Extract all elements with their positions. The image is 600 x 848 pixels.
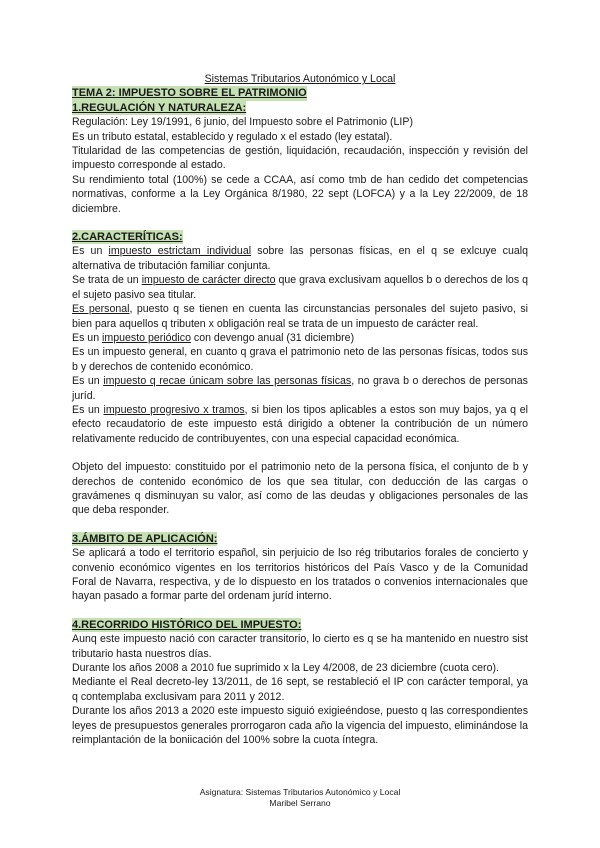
characteristic-1: Es un impuesto estrictam individual sobre las personas físicas, en el q se exlcuye cualq alternativa de tributación familiar conjunta. <box>72 245 528 272</box>
section-4-heading: 4.RECORRIDO HISTÓRICO DEL IMPUESTO: <box>72 618 302 631</box>
paragraph: Es un tributo estatal, establecido y regulado x el estado (ley estatal). <box>72 130 393 143</box>
paragraph: Regulación: Ley 19/1991, 6 junio, del Impuesto sobre el Patrimonio (LIP) <box>72 116 413 129</box>
paragraph: Durante los años 2013 a 2020 este impuesto siguió exigieéndose, puesto q las correspondientes leyes de presupuestos generales prorrogaron cada año la vigencia del impuesto, eliminándose la reimplantación de la boniicación del 100% sobre la cuota íntegra. <box>72 705 528 747</box>
paragraph: Su rendimiento total (100%) se cede a CCAA, así como tmb de han cedido det competencias normativas, conforme a la Ley Orgánica 8/1980, 22 sept (LOFCA) y a la Ley 22/2009, de 18 diciembre. <box>72 173 528 215</box>
paragraph: Durante los años 2008 a 2010 fue suprimido x la Ley 4/2008, de 23 diciembre (cuota cero). <box>72 662 499 675</box>
characteristic-4: Es un impuesto periódico con devengo anual (31 diciembre) <box>72 331 355 344</box>
characteristic-3: Es personal, puesto q se tienen en cuenta las circunstancias personales del sujeto pasivo, si bien para aquellos q tributen x obligación real se trata de un impuesto de carácter real. <box>72 303 528 330</box>
tax-object-paragraph: Objeto del impuesto: constituido por el patrimonio neto de la persona física, el conjunto de b y derechos de contenido económico de los que sea titular, con deducción de las cargas o gravámenes q disminuyan su valor, así como de las deudas y obligaciones personales de las que deba responder. <box>72 461 528 517</box>
paragraph: Mediante el Real decreto-ley 13/2011, de 16 sept, se restableció el IP con carácter temporal, ya q contemplaba exclusivam para 2011 y 2012. <box>72 676 528 703</box>
paragraph: Titularidad de las competencias de gestión, liquidación, recaudación, inspección y revisión del impuesto corresponde al estado. <box>72 145 528 172</box>
paragraph: Aunq este impuesto nació con caracter transitorio, lo cierto es q se ha mantenido en nuestro sist tributario hasta nuestros días. <box>72 633 528 660</box>
paragraph: Se aplicará a todo el territorio español, sin perjuicio de lso rég tributarios forales de concierto y convenio económico vigentes en los territorios históricos del País Vasco y de la Comunidad Foral de Navarra, respectiva, y de lo dispuesto en los tratados o convenios internacionales que hayan pasado a formar parte del ordenam juríd interno. <box>72 547 528 603</box>
characteristic-7: Es un impuesto progresivo x tramos, si bien los tipos aplicables a estos son muy bajos, ya q el efecto recaudatorio de este impuesto está dirigido a obtener la contribución de un número relativamente reducido de contribuyentes, con una especial capacidad económica. <box>72 403 528 445</box>
footer-author: Maribel Serrano <box>269 798 331 808</box>
characteristic-6: Es un impuesto q recae únicam sobre las personas físicas, no grava b o derechos de personas juríd. <box>72 375 528 402</box>
section-1-heading: 1.REGULACIÓN Y NATURALEZA: <box>72 101 247 114</box>
topic-title: TEMA 2: IMPUESTO SOBRE EL PATRIMONIO <box>72 87 307 100</box>
characteristic-5: Es un impuesto general, en cuanto q grava el patrimonio neto de las personas físicas, todos sus b y derechos de contenido económico. <box>72 346 528 373</box>
section-2-heading: 2.CARACTERÍTICAS: <box>72 231 183 244</box>
document-header: Sistemas Tributarios Autonómico y Local <box>204 73 396 85</box>
characteristic-2: Se trata de un impuesto de carácter directo que grava exclusivam aquellos b o derechos de los q el sujeto pasivo sea titular. <box>72 274 529 301</box>
section-3-heading: 3.ÁMBITO DE APLICACIÓN: <box>72 532 218 545</box>
document-page <box>72 72 528 747</box>
document-footer <box>0 787 600 809</box>
footer-subject: Asignatura: Sistemas Tributarios Autonómico y Local <box>199 787 401 797</box>
